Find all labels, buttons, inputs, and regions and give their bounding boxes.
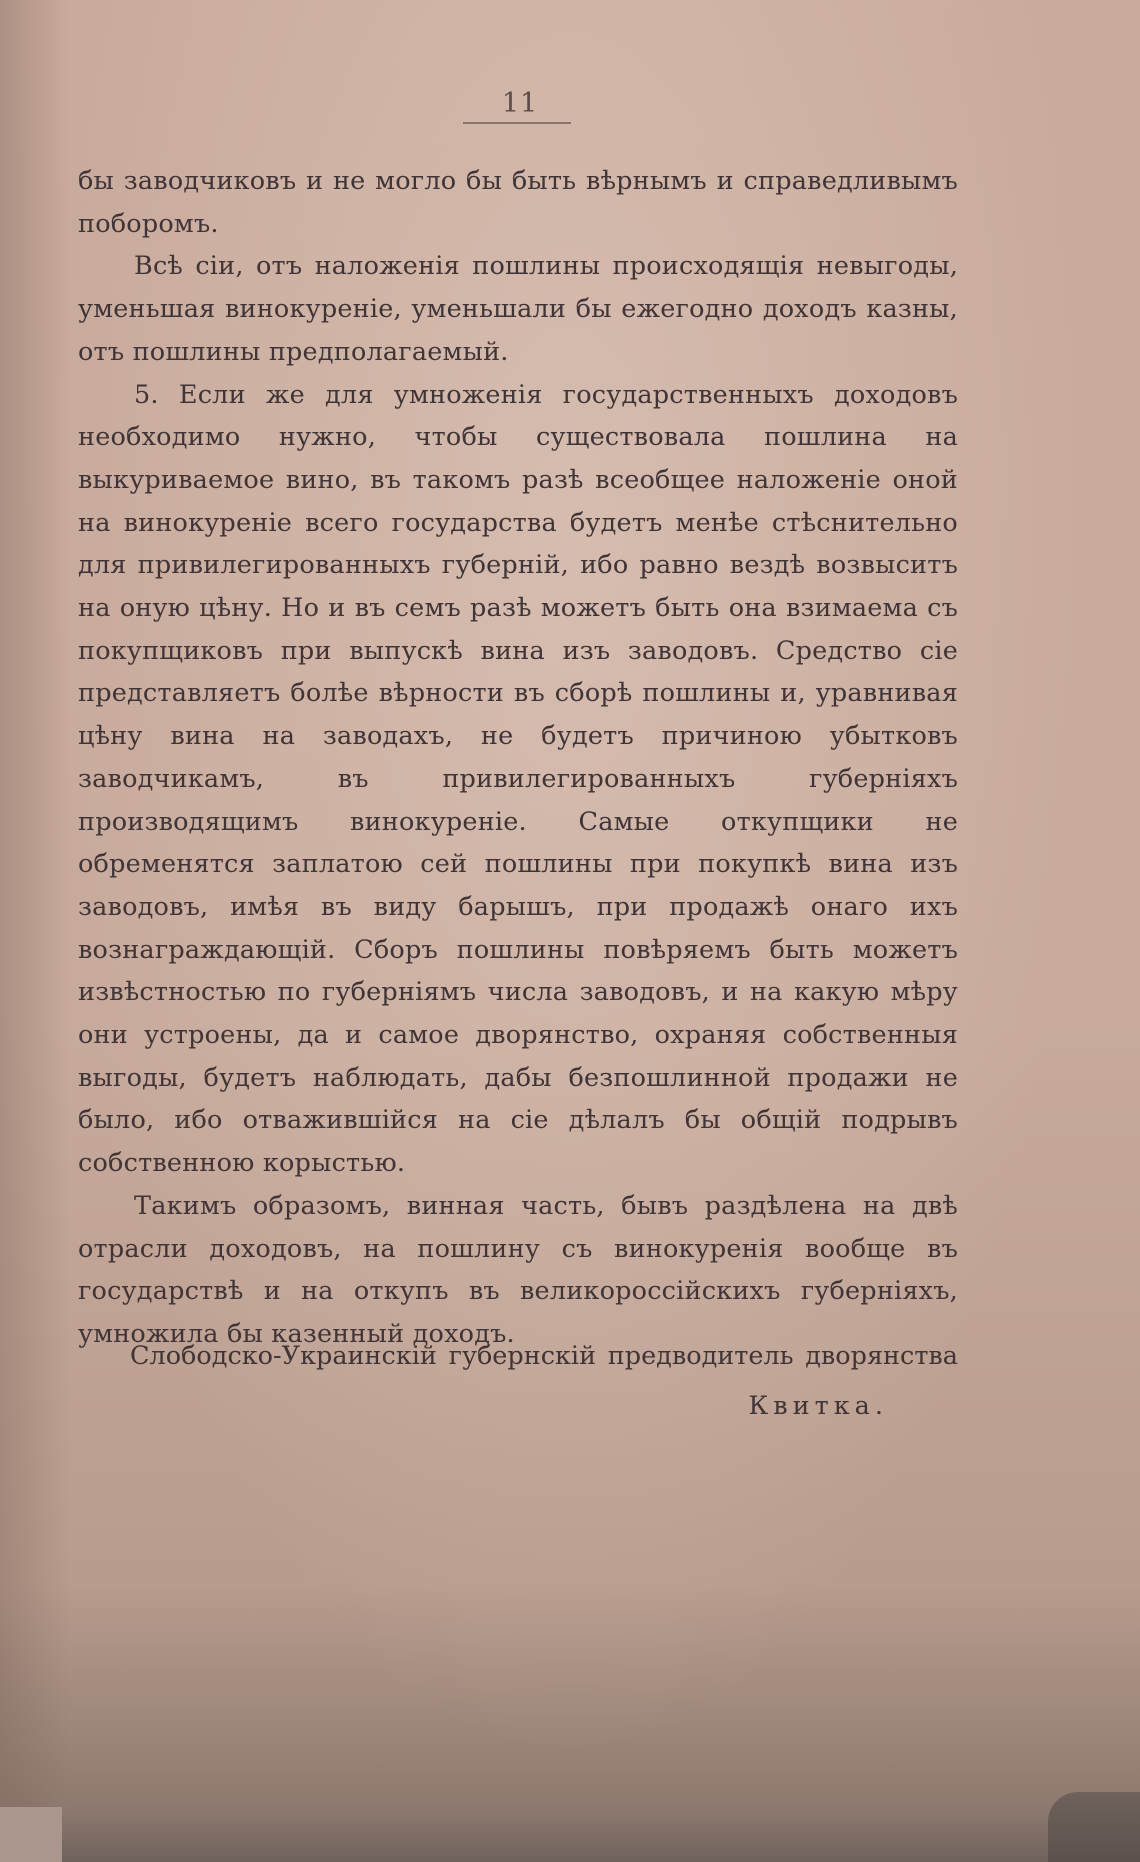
paragraph-4: Такимъ образомъ, винная часть, бывъ раздѣлена на двѣ отрасли доходовъ, на пошлину съ винокуренія вообще въ государствѣ и на откупъ въ великороссійскихъ губерніяхъ, умножила бы казенный доходъ.: [78, 1190, 958, 1349]
signature-title: Слободско-Украинскій губернскій предводитель дворянства: [130, 1341, 958, 1371]
page-corner-right: [1048, 1792, 1140, 1862]
signature-block: [78, 1331, 958, 1431]
signature-name: Квитка.: [748, 1391, 888, 1421]
page-corner-left: [0, 1807, 62, 1862]
page-number-underline: [463, 122, 571, 124]
page-number: 11: [501, 88, 539, 119]
body-text: [78, 160, 958, 1356]
paragraph-1: бы заводчиковъ и не могло бы быть вѣрнымъ и справедливымъ поборомъ.: [78, 166, 958, 239]
paragraph-3: 5. Если же для умноженія государственныхъ доходовъ необходимо нужно, чтобы существовала пошлина на выкуриваемое вино, въ такомъ разѣ всеобщее наложеніе оной на винокуреніе всего государства будетъ менѣе стѣснительно для привилегированныхъ губерній, ибо равно вездѣ возвыситъ на оную цѣну. Но и въ семъ разѣ можетъ быть она взимаема съ покупщиковъ при выпускѣ вина изъ заводовъ. Средство сіе представляетъ болѣе вѣрности въ сборѣ пошлины и, уравнивая цѣну вина на заводахъ, не будетъ причиною убытковъ заводчикамъ, въ привилегированныхъ губерніяхъ производящимъ винокуреніе. Самые откупщики не обременятся заплатою сей пошлины при покупкѣ вина изъ заводовъ, имѣя въ виду барышъ, при продажѣ онаго ихъ вознаграждающій. Сборъ пошлины повѣряемъ быть можетъ извѣстностью по губерніямъ числа заводовъ, и на какую мѣру они устроены, да и самое дворянство, охраняя собственныя выгоды, будетъ наблюдать, дабы безпошлинной продажи не было, ибо отважившійся на сіе дѣлалъ бы общій подрывъ собственною корыстью.: [78, 379, 958, 1179]
page-edge-shadow: [0, 0, 70, 1862]
paragraph-2: Всѣ сіи, отъ наложенія пошлины происходящія невыгоды, уменьшая винокуреніе, уменьшали бы ежегодно доходъ казны, отъ пошлины предполагаемый.: [78, 251, 958, 367]
